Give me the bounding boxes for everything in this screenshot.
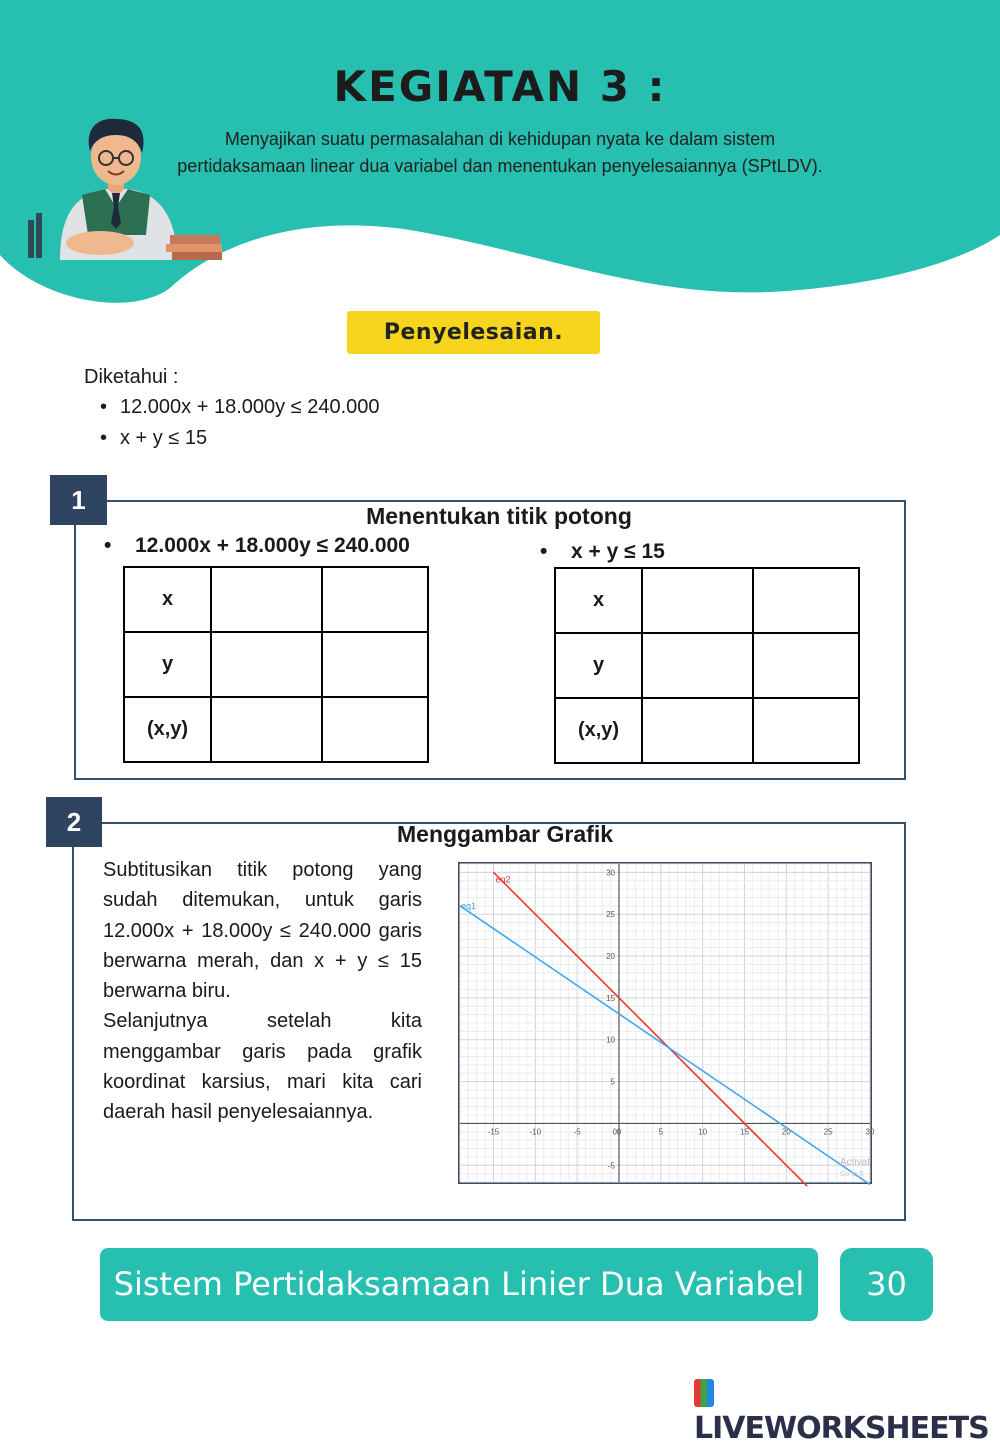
section-1-number: 1 <box>50 475 107 525</box>
liveworksheets-watermark: LIVEWORKSHEETS <box>694 1376 1000 1446</box>
y-tick-label: -5 <box>607 1161 615 1171</box>
table-cell-input[interactable] <box>211 567 322 632</box>
row-label-x: x <box>124 567 211 632</box>
origin-label: 0 <box>612 1127 617 1137</box>
instruction-paragraph-1: Subtitusikan titik potong yang sudah ditemukan, untuk garis 12.000x + 18.000y ≤ 240.000 garis berwarna merah, dan x + y ≤ 15 berwarna biru. <box>103 859 422 1003</box>
x-tick-label: 15 <box>740 1127 749 1137</box>
x-tick-label: 25 <box>823 1127 833 1137</box>
row-label-xy: (x,y) <box>124 697 211 762</box>
y-tick-label: 15 <box>606 993 615 1003</box>
x-tick-label: -5 <box>573 1127 581 1137</box>
activation-watermark-sub: Go to S <box>840 1171 864 1178</box>
solution-badge: Penyelesaian. <box>347 311 600 354</box>
x-tick-label: -10 <box>529 1127 542 1137</box>
liveworksheets-logo-icon <box>694 1379 714 1407</box>
series-label-eq1: eq1 <box>461 900 477 911</box>
known-label: Diketahui : <box>84 366 179 388</box>
table-cell-input[interactable] <box>211 697 322 762</box>
x-tick-label: -15 <box>487 1127 500 1137</box>
row-label-x: x <box>555 568 642 633</box>
table-cell-input[interactable] <box>211 632 322 697</box>
known-item-text: 12.000x + 18.000y ≤ 240.000 <box>120 396 380 418</box>
table-cell-input[interactable] <box>642 633 753 698</box>
table-cell-input[interactable] <box>642 698 753 763</box>
table-cell-input[interactable] <box>322 697 428 762</box>
table-cell-input[interactable] <box>642 568 753 633</box>
section-1-right-equation: • x + y ≤ 15 <box>540 540 665 563</box>
y-tick-label: 5 <box>610 1077 615 1087</box>
known-item-text: x + y ≤ 15 <box>120 427 208 449</box>
known-item: • x + y ≤ 15 <box>100 427 208 449</box>
x-tick-label: 10 <box>698 1127 708 1137</box>
y-tick-label: 30 <box>606 868 615 878</box>
row-label-y: y <box>555 633 642 698</box>
table-cell-input[interactable] <box>753 698 859 763</box>
section-2-number: 2 <box>46 797 102 847</box>
table-cell-input[interactable] <box>322 567 428 632</box>
x-tick-label: 20 <box>781 1127 791 1137</box>
teacher-illustration <box>20 115 230 265</box>
x-tick-label: 0 <box>616 1127 622 1137</box>
table-cell-input[interactable] <box>753 633 859 698</box>
table-cell-input[interactable] <box>753 568 859 633</box>
section-2-instructions <box>103 855 422 1128</box>
intersection-table-left <box>123 566 429 763</box>
series-label-eq2: eq2 <box>495 874 511 885</box>
intersection-table-right <box>554 567 860 764</box>
x-tick-label: 30 <box>865 1127 875 1137</box>
row-label-y: y <box>124 632 211 697</box>
section-1-title: Menentukan titik potong <box>366 503 632 529</box>
series-line-eq2 <box>493 872 807 1186</box>
row-label-xy: (x,y) <box>555 698 642 763</box>
known-item: • 12.000x + 18.000y ≤ 240.000 <box>100 396 380 418</box>
x-tick-label: 5 <box>658 1127 664 1137</box>
page-subtitle: Menyajikan suatu permasalahan di kehidupan nyata ke dalam sistem pertidaksamaan linear dua variabel dan menentukan penyelesaiannya (SPtLDV). <box>177 129 823 176</box>
y-tick-label: 25 <box>606 910 615 920</box>
y-tick-label: 20 <box>606 952 615 962</box>
section-2-title: Menggambar Grafik <box>397 821 613 847</box>
page-number: 30 <box>840 1248 933 1321</box>
activation-watermark: Activat <box>840 1157 871 1168</box>
table-cell-input[interactable] <box>322 632 428 697</box>
instruction-paragraph-2: Selanjutnya setelah kita menggambar garis pada grafik koordinat karsius, mari kita cari daerah hasil penyelesaiannya. <box>103 1010 422 1124</box>
section-1-left-equation: • 12.000x + 18.000y ≤ 240.000 <box>104 534 410 557</box>
footer-title: Sistem Pertidaksamaan Linier Dua Variabel <box>100 1248 818 1321</box>
page-title: KEGIATAN 3 : <box>333 62 667 111</box>
y-tick-label: 10 <box>606 1035 615 1045</box>
coordinate-chart <box>458 862 875 1184</box>
